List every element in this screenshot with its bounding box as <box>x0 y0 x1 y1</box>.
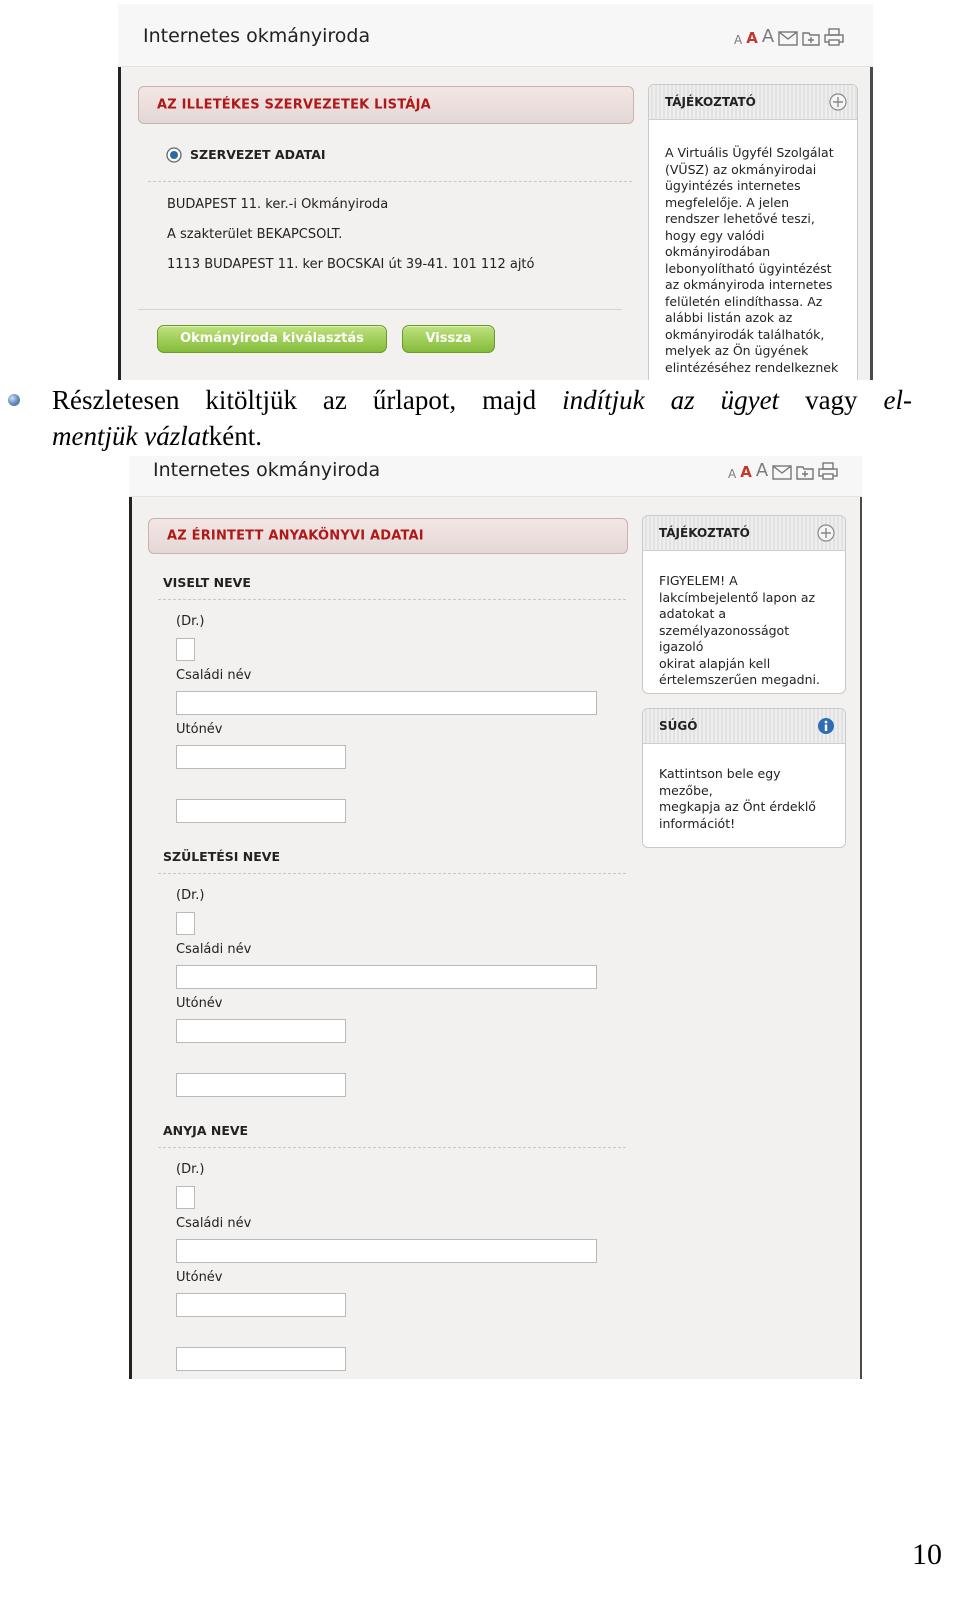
divider <box>158 873 626 874</box>
add-bookmark-icon[interactable] <box>802 30 820 46</box>
org-status: A szakterület BEKAPCSOLT. <box>167 227 343 242</box>
info-panel-body <box>649 120 857 380</box>
help-line: információt! <box>659 815 736 831</box>
info-panel-title: TÁJÉKOZTATÓ <box>665 95 756 109</box>
page-number: 10 <box>912 1538 942 1571</box>
font-large-icon[interactable]: A <box>761 26 775 47</box>
info-line: A Virtuális Ügyfél Szolgálat <box>665 145 834 160</box>
section-heading: SZÜLETÉSI NEVE <box>163 849 281 864</box>
dr-label: (Dr.) <box>176 888 205 903</box>
family-name-input[interactable] <box>176 691 597 715</box>
info-panel <box>648 84 858 380</box>
given-name-input[interactable] <box>176 1293 346 1317</box>
print-icon[interactable] <box>824 28 844 46</box>
given-name-2-input[interactable] <box>176 1347 346 1371</box>
info-line: lebonyolítható ügyintézést <box>665 260 832 276</box>
info-panel <box>642 515 846 694</box>
info-panel-body <box>643 551 845 694</box>
text-plain: ként. <box>208 421 262 451</box>
help-panel <box>642 708 846 848</box>
given-name-label: Utónév <box>176 722 223 737</box>
given-name-2-input[interactable] <box>176 1073 346 1097</box>
panel-title: AZ ÉRINTETT ANYAKÖNYVI ADATAI <box>167 528 424 544</box>
info-line: FIGYELEM! A <box>659 573 738 588</box>
paragraph-line-2 <box>52 418 912 454</box>
org-address: 1113 BUDAPEST 11. ker BOCSKAI út 39-41. 101 112 ajtó <box>167 257 535 272</box>
app-header <box>118 4 873 67</box>
text-plain: vagy <box>805 385 858 415</box>
info-line: okmányirodában <box>665 244 771 259</box>
info-line: melyek az Ön ügyének <box>665 343 809 358</box>
add-bookmark-icon[interactable] <box>796 464 814 480</box>
info-line: okirat alapján kell <box>659 655 771 671</box>
info-line: rendszer lehetővé teszi, <box>665 211 815 226</box>
family-name-label: Családi név <box>176 942 252 957</box>
given-name-2-input[interactable] <box>176 799 346 823</box>
section-heading: ANYJA NEVE <box>163 1123 249 1138</box>
info-line: lakcímbejelentő lapon az <box>659 589 816 605</box>
info-line: megfelelője. A jelen <box>665 194 790 210</box>
family-name-input[interactable] <box>176 1239 597 1263</box>
back-button[interactable]: Vissza <box>402 325 495 353</box>
info-line: alábbi listán azok az <box>665 310 793 325</box>
family-name-input[interactable] <box>176 965 597 989</box>
app-header <box>129 456 862 497</box>
divider <box>158 1147 626 1148</box>
info-line: ügyintézés internetes <box>665 178 801 193</box>
info-line: (VÜSZ) az okmányirodai <box>665 161 817 177</box>
panel-title: AZ ILLETÉKES SZERVEZETEK LISTÁJA <box>157 97 431 113</box>
info-panel-header <box>643 516 845 551</box>
mail-icon[interactable] <box>778 31 798 46</box>
given-name-label: Utónév <box>176 1270 223 1285</box>
radio-label: SZERVEZET ADATAI <box>190 147 326 162</box>
text-plain: Részletesen kitöltjük az űrlapot, majd <box>52 385 537 415</box>
dr-checkbox[interactable] <box>176 638 195 661</box>
info-panel-title: TÁJÉKOZTATÓ <box>659 526 750 540</box>
dr-label: (Dr.) <box>176 1162 205 1177</box>
info-line: értelemszerűen megadni. <box>659 672 820 687</box>
help-line: megkapja az Önt érdeklő <box>659 799 816 814</box>
expand-plus-icon[interactable] <box>817 524 835 542</box>
info-panel-header <box>649 85 857 120</box>
divider <box>138 309 622 310</box>
info-line: személyazonosságot igazoló <box>659 622 790 654</box>
dr-label: (Dr.) <box>176 614 205 629</box>
given-name-input[interactable] <box>176 1019 346 1043</box>
panel-header <box>138 86 634 124</box>
text-italic: el- <box>883 385 913 415</box>
mail-icon[interactable] <box>772 465 792 480</box>
given-name-label: Utónév <box>176 996 223 1011</box>
org-name: BUDAPEST 11. ker.-i Okmányiroda <box>167 197 389 212</box>
section-heading: VISELT NEVE <box>163 575 251 590</box>
bullet-icon <box>8 394 20 406</box>
family-name-label: Családi név <box>176 668 252 683</box>
font-medium-icon[interactable]: A <box>740 463 752 481</box>
given-name-input[interactable] <box>176 745 346 769</box>
info-line: az okmányiroda internetes <box>665 277 833 292</box>
info-line: adatokat a <box>659 606 727 621</box>
header-tools <box>728 462 838 480</box>
help-panel-title: SÚGÓ <box>659 719 698 733</box>
text-italic: mentjük vázlat <box>52 421 209 451</box>
paragraph-line-1 <box>52 382 912 418</box>
info-line: okmányirodák találhatók, <box>665 326 825 342</box>
divider <box>148 181 632 182</box>
font-small-icon[interactable]: A <box>734 33 743 47</box>
info-line: felületén elindíthassa. Az <box>665 293 823 309</box>
font-small-icon[interactable]: A <box>728 467 737 481</box>
info-line: elintézéséhez rendelkeznek <box>665 359 839 375</box>
window-border <box>860 456 862 1379</box>
radio-selected-icon[interactable] <box>166 147 182 163</box>
family-name-label: Családi név <box>176 1216 252 1231</box>
dr-checkbox[interactable] <box>176 912 195 935</box>
dr-checkbox[interactable] <box>176 1186 195 1209</box>
info-icon[interactable] <box>817 717 835 735</box>
help-line: Kattintson bele egy mezőbe, <box>659 766 781 798</box>
print-icon[interactable] <box>818 462 838 480</box>
expand-plus-icon[interactable] <box>829 93 847 111</box>
help-panel-header <box>643 709 845 744</box>
panel-header <box>148 518 628 554</box>
select-office-button[interactable]: Okmányiroda kiválasztás <box>157 325 387 353</box>
font-large-icon[interactable]: A <box>755 460 769 481</box>
help-panel-body <box>643 744 845 846</box>
info-line: hogy egy valódi <box>665 227 765 243</box>
screenshot-form-registry-data <box>129 456 862 1379</box>
header-tools <box>734 28 844 46</box>
screenshot-form-org-list <box>118 4 873 380</box>
font-medium-icon[interactable]: A <box>746 29 758 47</box>
text-italic: indítjuk az ügyet <box>562 385 780 415</box>
divider <box>158 599 626 600</box>
app-title: Internetes okmányiroda <box>153 459 381 481</box>
app-title: Internetes okmányiroda <box>143 25 371 47</box>
window-border <box>129 456 132 1379</box>
